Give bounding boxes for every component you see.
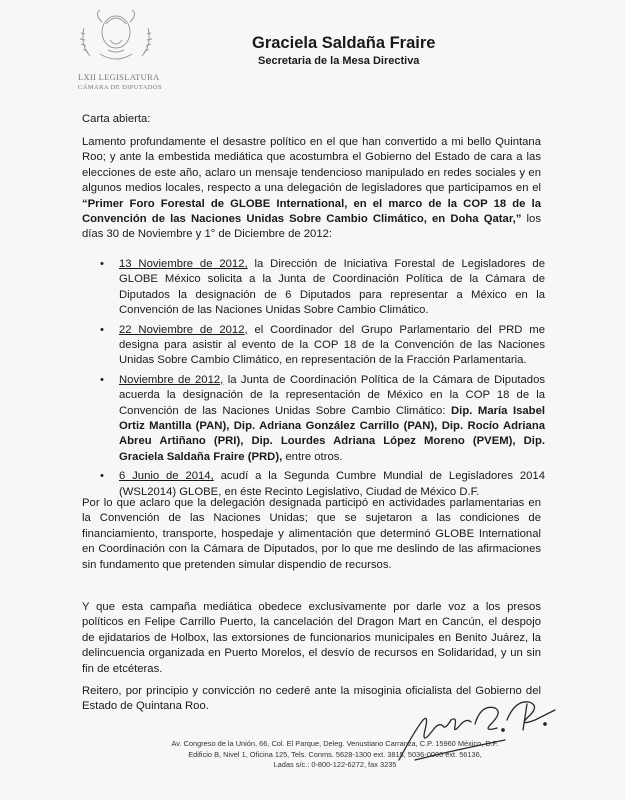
seal-caption-chamber: CÁMARA DE DIPUTADOS <box>78 84 163 91</box>
event-name: “Primer Foro Forestal de GLOBE International, en el marco de la COP 18 de la Convención de las Naciones Unidas Sobre Cambio Climático, en Doha Qatar,” <box>82 197 541 226</box>
delegates-names: Dip. María Isabel Ortiz Mantilla (PAN), Dip. Adriana González Carrillo (PAN), Dip. Rocío Adriana Abreu Artiñano (PRI), Dip. Lourdes Adriana López Moreno (PVEM), Dip. Graciela Saldaña Fraire (PRD), <box>119 404 545 463</box>
footer-line-address: Av. Congreso de la Unión, 66, Col. El Parque, Deleg. Venustiano Carranza, C.P. 15960 México, D.F. <box>171 739 499 748</box>
footer-line-phones: Edificio B, Nivel 1, Oficina 125, Tels. Conms. 5628-1300 ext. 3815, 5036-0000 ext. 56136, <box>188 749 482 759</box>
list-item: • 6 Junio de 2014, acudí a la Segunda Cumbre Mundial de Legisladores 2014 (WSL2014) GLOBE, en éste Recinto Legislativo, Ciudad de México D.F. <box>100 470 545 498</box>
list-item: • 13 Noviembre de 2012, la Dirección de Iniciativa Forestal de Legisladores de GLOBE México solicita a la Junta de Coordinación Política de la Cámara de Diputados la designación de 6 Diputados para representar a México en la Convención de las Naciones Unidas Sobre Cambio Climático. <box>100 258 545 317</box>
closing-paragraph: Reitero, por principio y convicción no cederé ante la misoginia oficialista del Gobierno del Estado de Quintana Roo. <box>82 685 541 713</box>
greeting: Carta abierta: <box>82 113 151 125</box>
intro-paragraph: Lamento profundamente el desastre político en el que han convertido a mi bello Quintana Roo; y ante la embestida mediática que acostumbra el Gobierno del Estado de cara a las elecciones de este año, aclaro un mensaje tendencioso manipulado en redes sociales y en algunos medios locales, respecto a una delegación de legisladores que participamos en el “Primer Foro Forestal de GLOBE International, en el marco de la COP 18 de la Convención de las Naciones Unidas Sobre Cambio Climático, en Doha Qatar,” los días 30 de Noviembre y 1° de Diciembre de 2012: <box>82 136 541 241</box>
bullet-date: Noviembre de 2012, <box>119 373 224 386</box>
list-item: • 22 Noviembre de 2012, el Coordinador del Grupo Parlamentario del PRD me designa para asistir al evento de la COP 18 de la Convención de las Naciones Unidas Sobre Cambio Climático, en representación de la Fracción Parlamentaria. <box>100 323 545 367</box>
clarification-paragraph: Por lo que aclaro que la delegación designada participó en actividades parlamentarias en la Convención de las Naciones Unidas; que se sujetaron a las condiciones de financiamiento, transporte, hospedaje y alimentación que determinó GLOBE International en Coordinación con la Cámara de Diputados, por lo que me deslindo de las afirmaciones sin fundamento que pretenden simular dispendio de recursos. <box>82 497 541 571</box>
list-item: • Noviembre de 2012, la Junta de Coordinación Política de la Cámara de Diputados acuerda la designación de la representación de México en la COP 18 de la Convención de las Naciones Unidas Sobre Cambio Climático: Dip. María Isabel Ortiz Mantilla (PAN), Dip. Adriana González Carrillo (PAN), Dip. Rocío Adriana Abreu Artiñano (PRI), Dip. Lourdes Adriana López Moreno (PVEM), Dip. Graciela Saldaña Fraire (PRD), entre otros. <box>100 373 546 463</box>
bullet-date: 13 Noviembre de 2012, <box>119 258 248 270</box>
bullet-date: 22 Noviembre de 2012, <box>119 323 248 336</box>
bullet-date: 6 Junio de 2014, <box>119 470 214 483</box>
sender-name: Graciela Saldaña Fraire <box>252 34 436 52</box>
footer-address <box>120 739 550 771</box>
campaign-paragraph: Y que esta campaña mediática obedece exclusivamente por darle voz a los presos políticos en Felipe Carrillo Puerto, la cancelación del Dragon Mart en Cancún, el despojo de ejidatarios de Holbox, las extorsiones de funcionarios municipales en Benito Juárez, la delincuencia organizada en Puerto Morelos, el desvío de recursos en Solidaridad, y un sin fin de etcéteras. <box>82 601 541 675</box>
timeline-list <box>100 257 545 504</box>
mexican-eagle-seal-icon <box>70 4 162 96</box>
footer-line-toll-free: Ladas s/c.: 0-800-122-6272, fax 3235 <box>273 760 397 770</box>
seal-caption-legislature: LXII LEGISLATURA <box>78 72 160 82</box>
sender-role: Secretaria de la Mesa Directiva <box>258 55 420 67</box>
